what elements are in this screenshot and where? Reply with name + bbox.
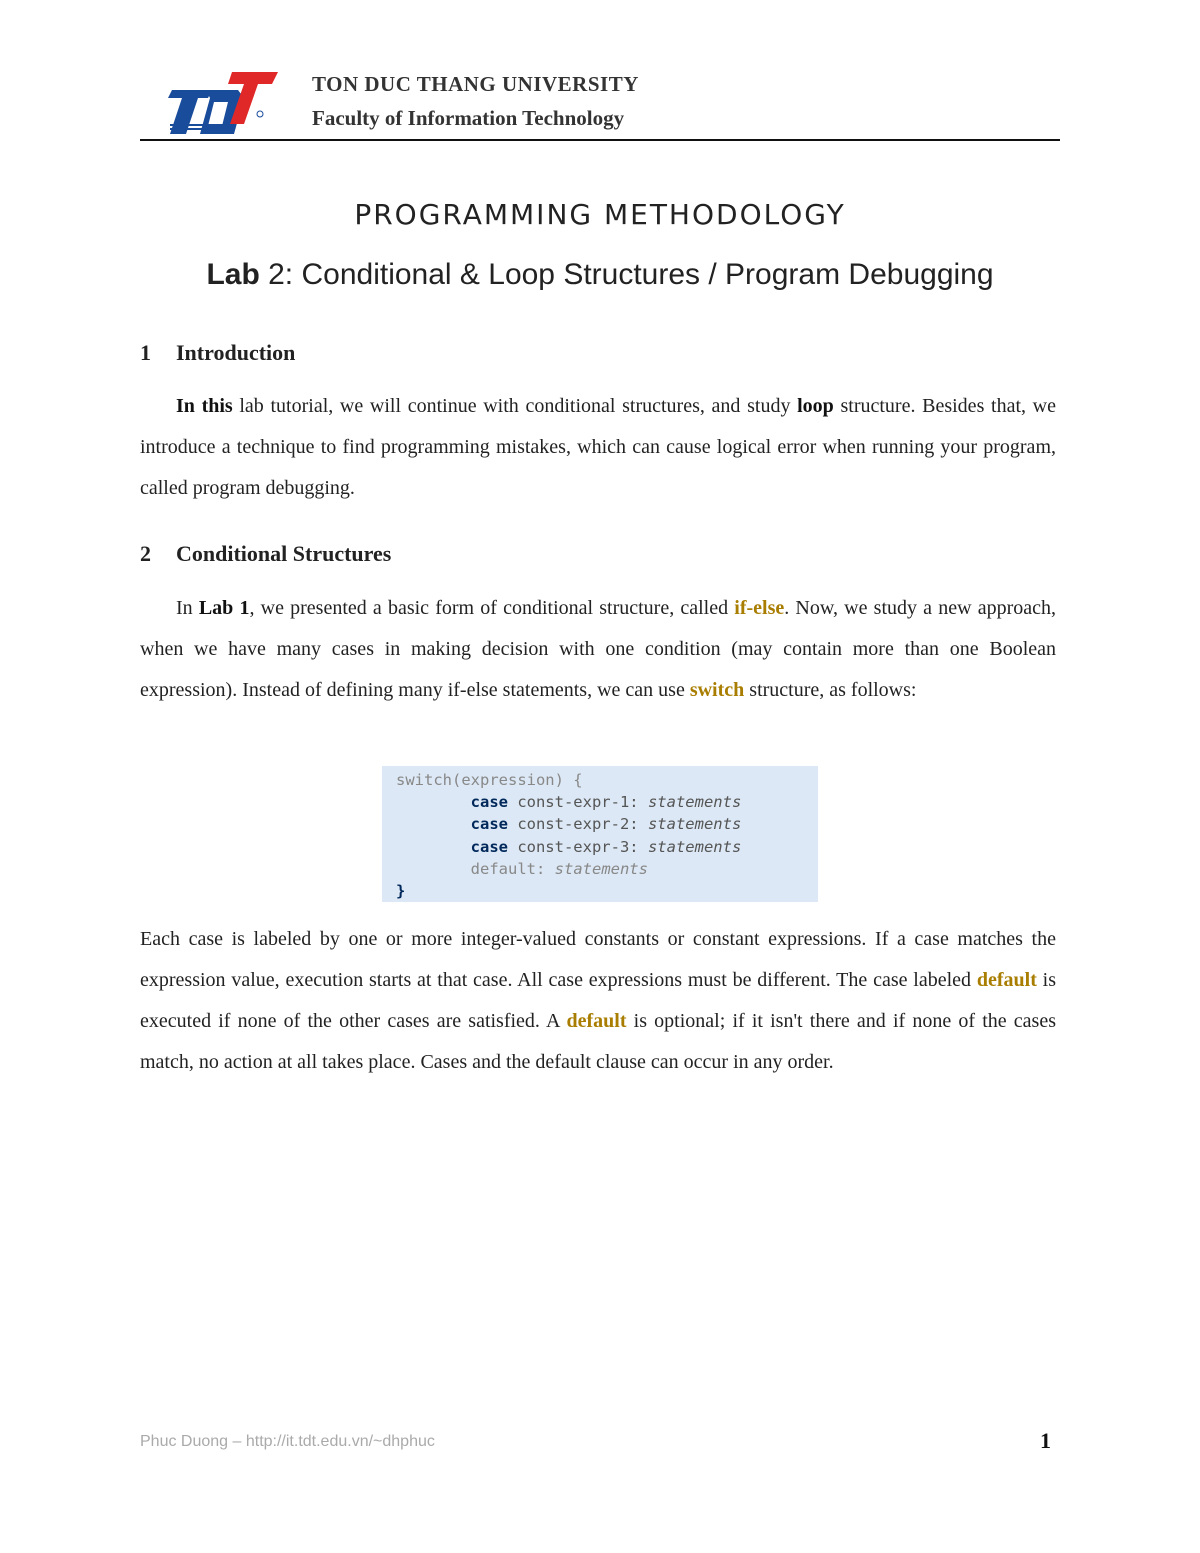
code-text: const-expr-1: (507, 793, 648, 812)
lab-title-label: Lab (206, 258, 260, 291)
text-run: is executed if none of the other cases are satisfied. A (140, 969, 1057, 1032)
text-run: . Now, we study a new approach, when we have many cases in making decision with one condition (may contain more than one Boolean expression). Instead of defining many if-else statements, we can use (140, 597, 1056, 701)
section-title: Conditional Structures (176, 541, 392, 566)
code-text: statements (647, 837, 742, 856)
case-explanation-paragraph (140, 919, 1056, 1083)
bold-phrase: In this (176, 395, 233, 417)
code-text: const-expr-2: (507, 815, 648, 834)
keyword-if-else: if-else (734, 597, 785, 619)
code-text: statements (647, 815, 742, 834)
course-title: PROGRAMMING METHODOLOGY (354, 198, 846, 231)
university-logo (160, 68, 280, 136)
section-number: 1 (140, 340, 151, 365)
text-run: In (176, 597, 199, 619)
code-text: statements (647, 793, 742, 812)
code-keyword: case (470, 837, 508, 856)
text-run: structure. Besides that, we introduce a technique to find programming mistakes, which can cause logical error when running your program, called program debugging. (140, 395, 1057, 499)
code-keyword: case (470, 793, 508, 812)
section-heading-conditional (140, 541, 391, 567)
bold-lab-ref: Lab 1 (198, 597, 250, 619)
code-keyword: case (470, 815, 508, 834)
conditional-paragraph (140, 588, 1056, 711)
university-name: TON DUC THANG UNIVERSITY (312, 72, 639, 96)
text-run: is optional; if it isn't there and if none of the cases match, no action at all takes place. Cases and the default clause can occur in any order. (140, 1010, 1056, 1073)
footer-author-link[interactable]: Phuc Duong – http://it.tdt.edu.vn/~dhphuc (140, 1433, 435, 1450)
text-run: structure, as follows: (744, 679, 917, 701)
code-text: statements (554, 859, 648, 878)
intro-paragraph (140, 386, 1056, 509)
lab-title (0, 258, 1200, 292)
lab-title-text: 2: Conditional & Loop Structures / Program Debugging (259, 258, 994, 291)
text-run: Each case is labeled by one or more integer-valued constants or constant expressions. If a case matches the expression value, execution starts at that case. All case expressions must be different. The case labeled (140, 928, 1056, 991)
keyword-default: default (976, 969, 1037, 991)
code-closing-brace: } (396, 882, 406, 901)
keyword-switch: switch (689, 679, 745, 701)
code-text: const-expr-3: (507, 837, 648, 856)
keyword-default: default (566, 1010, 627, 1032)
section-heading-introduction (140, 340, 295, 366)
code-keyword: default: (470, 859, 555, 878)
bold-keyword-loop: loop (797, 395, 834, 417)
section-number: 2 (140, 541, 151, 566)
header-divider (140, 139, 1060, 141)
text-run: , we presented a basic form of conditional structure, called (249, 597, 735, 619)
code-block (382, 766, 818, 902)
text-run: lab tutorial, we will continue with conditional structures, and study (232, 395, 798, 417)
section-title: Introduction (176, 340, 296, 365)
faculty-name: Faculty of Information Technology (312, 106, 625, 130)
page-number: 1 (1040, 1428, 1051, 1453)
code-line: switch(expression) { (396, 771, 583, 789)
